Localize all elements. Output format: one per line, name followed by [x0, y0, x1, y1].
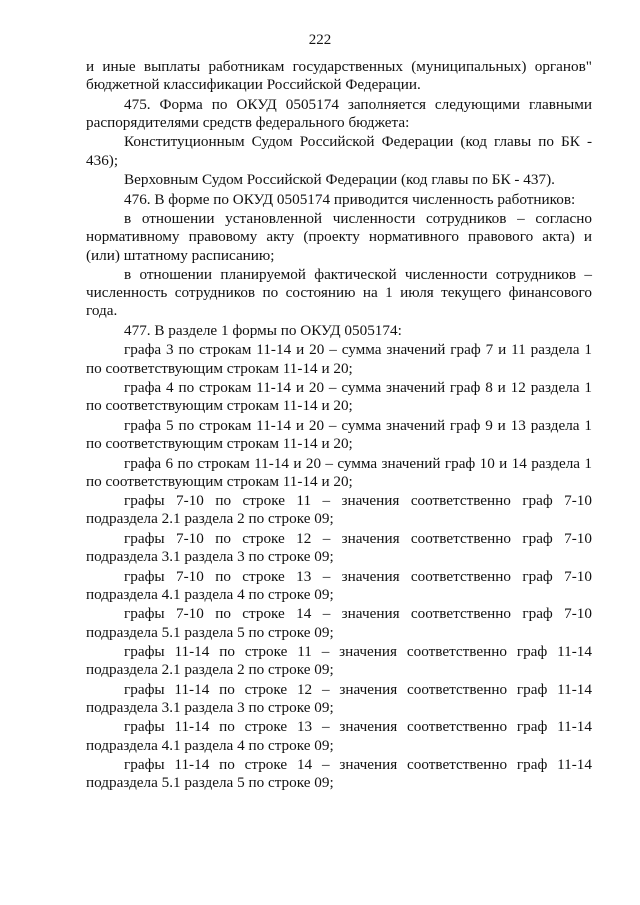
paragraph: графы 7-10 по строке 14 – значения соответственно граф 7-10 подраздела 5.1 раздела 5 по строке 09;	[86, 605, 592, 641]
paragraph: Верховным Судом Российской Федерации (код главы по БК - 437).	[124, 171, 555, 189]
paragraph: 477. В разделе 1 формы по ОКУД 0505174:	[124, 321, 402, 339]
page-number: 222	[308, 32, 332, 48]
paragraph: графы 11-14 по строке 14 – значения соответственно граф 11-14 подраздела 5.1 раздела 5 по строке 09;	[86, 756, 592, 792]
paragraph: Конституционным Судом Российской Федерации (код главы по БК - 436);	[86, 133, 592, 169]
paragraph: и иные выплаты работникам государственных (муниципальных) органов" бюджетной классификации Российской Федерации.	[86, 58, 592, 94]
paragraph: графы 7-10 по строке 11 – значения соответственно граф 7-10 подраздела 2.1 раздела 2 по строке 09;	[86, 492, 592, 528]
paragraph: графа 4 по строкам 11-14 и 20 – сумма значений граф 8 и 12 раздела 1 по соответствующим строкам 11-14 и 20;	[86, 379, 592, 415]
page-body	[86, 58, 592, 793]
paragraph: графа 5 по строкам 11-14 и 20 – сумма значений граф 9 и 13 раздела 1 по соответствующим строкам 11-14 и 20;	[86, 416, 592, 453]
paragraph: в отношении планируемой фактической численности сотрудников – численность сотрудников по состоянию на 1 июля текущего финансового года.	[86, 266, 592, 320]
paragraph: графы 7-10 по строке 12 – значения соответственно граф 7-10 подраздела 3.1 раздела 3 по строке 09;	[86, 529, 592, 566]
paragraph: 476. В форме по ОКУД 0505174 приводится численность работников:	[124, 190, 576, 208]
paragraph: графа 6 по строкам 11-14 и 20 – сумма значений граф 10 и 14 раздела 1 по соответствующим строкам 11-14 и 20;	[86, 454, 592, 490]
paragraph: графа 3 по строкам 11-14 и 20 – сумма значений граф 7 и 11 раздела 1 по соответствующим строкам 11-14 и 20;	[86, 341, 592, 377]
paragraph: графы 11-14 по строке 11 – значения соответственно граф 11-14 подраздела 2.1 раздела 2 по строке 09;	[86, 643, 592, 679]
paragraph: графы 11-14 по строке 13 – значения соответственно граф 11-14 подраздела 4.1 раздела 4 по строке 09;	[86, 718, 592, 754]
paragraph: графы 7-10 по строке 13 – значения соответственно граф 7-10 подраздела 4.1 раздела 4 по строке 09;	[86, 567, 592, 603]
paragraph: 475. Форма по ОКУД 0505174 заполняется следующими главными распорядителями средств федерального бюджета:	[86, 95, 592, 131]
paragraph: в отношении установленной численности сотрудников – согласно нормативному правовому акту (проекту нормативного правового акта) и (или) штатному расписанию;	[86, 210, 592, 264]
paragraph: графы 11-14 по строке 12 – значения соответственно граф 11-14 подраздела 3.1 раздела 3 по строке 09;	[86, 680, 592, 716]
